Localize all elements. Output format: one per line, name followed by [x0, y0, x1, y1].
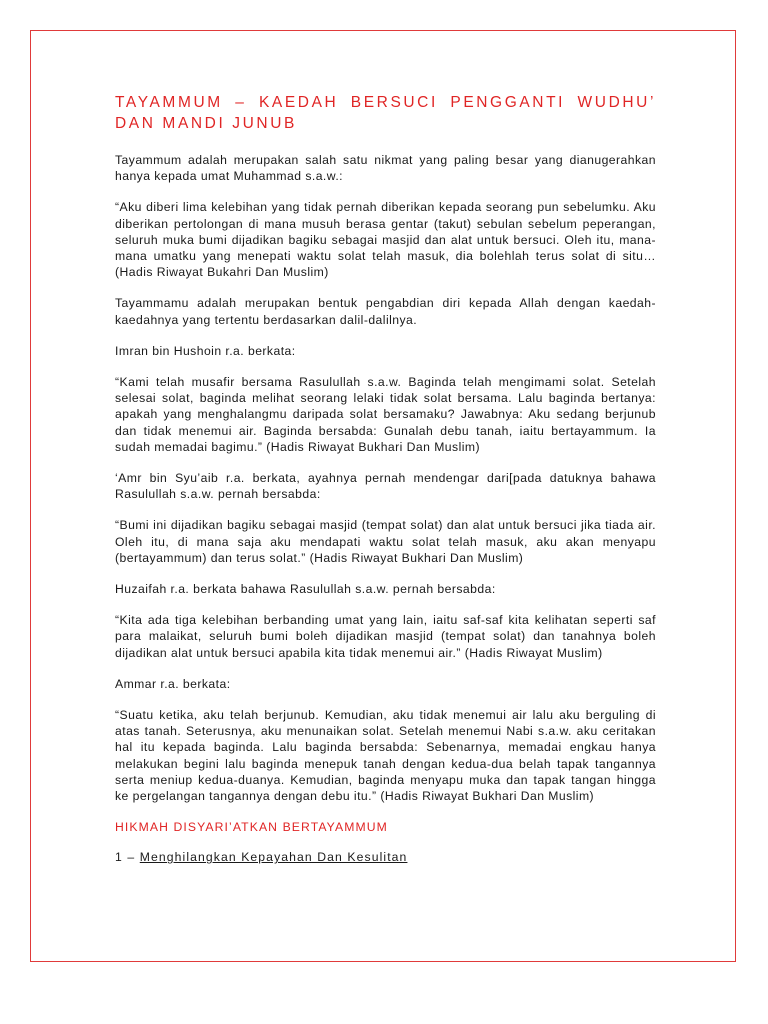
paragraph-narrator-3: Huzaifah r.a. berkata bahawa Rasulullah s.a.w. pernah bersabda: — [115, 582, 496, 597]
sub-item-number: 1 – — [115, 850, 136, 865]
sub-item-1 — [115, 849, 656, 865]
paragraph-narrator-1: Imran bin Hushoin r.a. berkata: — [115, 343, 296, 358]
paragraph-definition: Tayammamu adalah merupakan bentuk pengabdian diri kepada Allah dengan kaedah-kaedahnya yang tertentu berdasarkan dalil-dalilnya. — [115, 296, 656, 327]
paragraph-narrator-2: ‘Amr bin Syu’aib r.a. berkata, ayahnya pernah mendengar dari[pada datuknya bahawa Rasulullah s.a.w. pernah bersabda: — [115, 471, 656, 502]
section-heading: HIKMAH DISYARI’ATKAN BERTAYAMMUM — [115, 820, 388, 835]
paragraph-hadith-3: “Bumi ini dijadikan bagiku sebagai masjid (tempat solat) dan alat untuk bersuci jika tiada air. Oleh itu, di mana saja aku mendapati waktu solat telah masuk, aku akan menyapu (bertayammum) dan terus solat.” (Hadis Riwayat Bukhari Dan Muslim) — [115, 518, 656, 565]
paragraph-narrator-4: Ammar r.a. berkata: — [115, 676, 231, 691]
document-body — [115, 92, 656, 865]
paragraph-hadith-1: “Aku diberi lima kelebihan yang tidak pernah diberikan kepada seorang pun sebelumku. Aku diberikan pertolongan di mana musuh berasa gentar (takut) sebulan sebelum peperangan, seluruh muka bumi dijadikan bagiku sebagai masjid dan alat untuk bersuci. Oleh itu, mana-mana umatku yang menepati waktu solat telah masuk, dia bolehlah terus solat di situ… (Hadis Riwayat Bukahri Dan Muslim) — [115, 200, 656, 280]
paragraph-hadith-5: “Suatu ketika, aku telah berjunub. Kemudian, aku tidak menemui air lalu aku berguling di atas tanah. Seterusnya, aku menunaikan solat. Setelah menemui Nabi s.a.w. aku ceritakan hal itu kepada baginda. Lalu baginda bersabda: Sebenarnya, memadai engkau hanya melakukan begini lalu baginda menepuk tanah dengan kedua-dua belah tapak tangannya serta meniup kedua-duanya. Kemudian, baginda menyapu muka dan tapak tangan hingga ke pergelangan tangannya dengan debu itu.” (Hadis Riwayat Bukhari Dan Muslim) — [115, 708, 656, 804]
document-title: TAYAMMUM – KAEDAH BERSUCI PENGGANTI WUDHU’ DAN MANDI JUNUB — [115, 94, 656, 132]
paragraph-hadith-2: “Kami telah musafir bersama Rasulullah s.a.w. Baginda telah mengimami solat. Setelah selesai solat, baginda melihat seorang lelaki tidak solat bersama. Lalu baginda bertanya: apakah yang menghalangmu daripada solat bersamaku? Jawabnya: Aku sedang berjunub dan tidak menemui air. Baginda bersabda: Gunalah debu tanah, iaitu bertayammum. Ia sudah memadai bagimu.” (Hadis Riwayat Bukhari Dan Muslim) — [115, 375, 656, 454]
paragraph-intro: Tayammum adalah merupakan salah satu nikmat yang paling besar yang dianugerahkan hanya kepada umat Muhammad s.a.w.: — [115, 153, 656, 184]
paragraph-hadith-4: “Kita ada tiga kelebihan berbanding umat yang lain, iaitu saf-saf kita kelihatan seperti saf para malaikat, seluruh bumi boleh dijadikan masjid (tempat solat) dan tanahnya boleh dijadikan alat untuk bersuci apabila kita tidak menemui air.” (Hadis Riwayat Muslim) — [115, 613, 656, 660]
sub-item-label: Menghilangkan Kepayahan Dan Kesulitan — [139, 850, 408, 865]
